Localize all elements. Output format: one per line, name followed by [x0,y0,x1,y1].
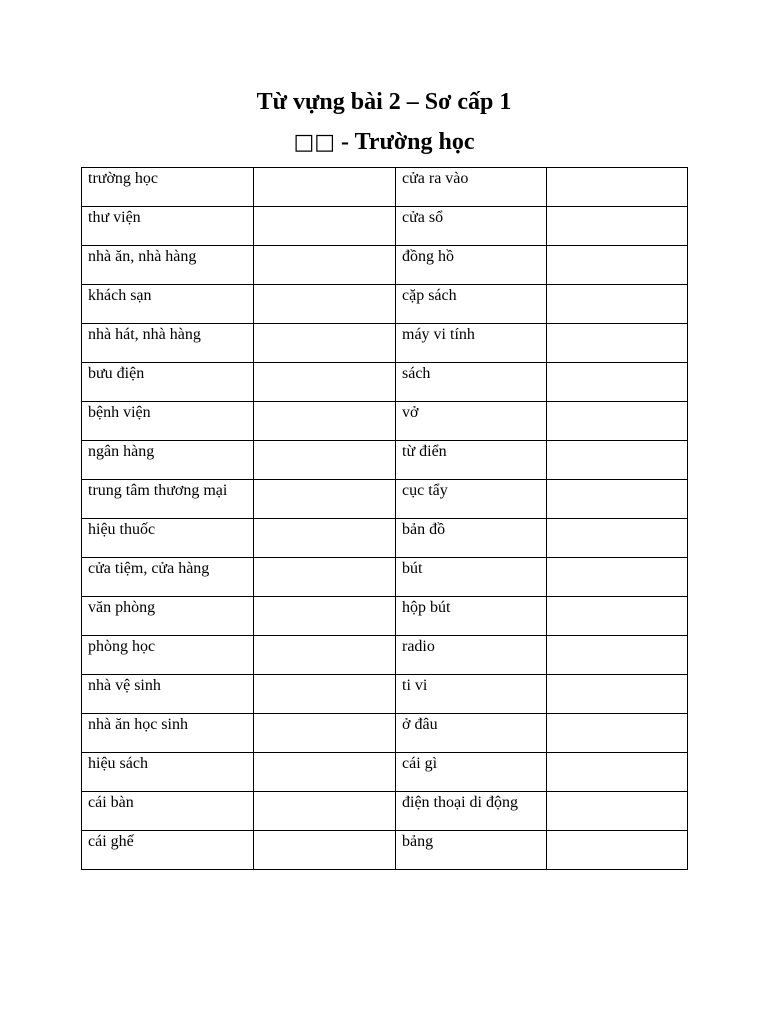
vocab-word: cái gì [402,755,438,772]
answer-cell-left [254,441,396,480]
vocab-word: cửa ra vào [402,170,469,187]
answer-cell-left [254,207,396,246]
vocab-cell-left [82,675,254,714]
answer-cell-left [254,324,396,363]
vocab-word: trung tâm thương mại [88,482,228,499]
vocab-cell-right [396,753,547,792]
vocab-word: cặp sách [402,287,457,304]
vocab-word: trường học [88,170,159,187]
table-row [82,792,688,831]
vocab-word: hộp bút [402,599,451,616]
vocab-word: từ điển [402,443,447,460]
answer-cell-left [254,246,396,285]
vocab-cell-left [82,558,254,597]
vocab-cell-left [82,168,254,207]
table-row [82,597,688,636]
vocab-cell-left [82,792,254,831]
vocab-cell-right [396,168,547,207]
vocab-cell-left [82,714,254,753]
answer-cell-right [547,792,688,831]
table-row [82,207,688,246]
table-row [82,753,688,792]
vocab-cell-right [396,597,547,636]
vocab-word: văn phòng [88,599,156,616]
answer-cell-right [547,714,688,753]
answer-cell-left [254,558,396,597]
answer-cell-left [254,753,396,792]
vocab-word: nhà hát, nhà hàng [88,326,201,343]
answer-cell-right [547,831,688,870]
answer-cell-left [254,714,396,753]
vocab-cell-right [396,831,547,870]
table-row [82,285,688,324]
missing-glyph-boxes: □□ [293,130,336,155]
table-row [82,519,688,558]
vocab-word: cái ghế [88,833,134,850]
vocab-word: máy vi tính [402,326,475,343]
vocab-word: radio [402,638,435,655]
table-row [82,831,688,870]
vocab-cell-left [82,519,254,558]
vocab-word: ở đâu [402,716,438,733]
answer-cell-left [254,831,396,870]
answer-cell-left [254,363,396,402]
answer-cell-left [254,636,396,675]
table-row [82,675,688,714]
vocab-cell-right [396,714,547,753]
page-subtitle [0,128,768,157]
vocab-cell-left [82,285,254,324]
answer-cell-left [254,285,396,324]
table-row [82,324,688,363]
answer-cell-right [547,480,688,519]
answer-cell-right [547,207,688,246]
answer-cell-right [547,402,688,441]
vocab-word: bản đồ [402,521,446,538]
table-row [82,402,688,441]
vocab-word: nhà ăn, nhà hàng [88,248,197,265]
vocab-cell-left [82,246,254,285]
vocab-cell-right [396,675,547,714]
vocab-word: cửa sổ [402,209,444,226]
subtitle-separator: - [335,129,355,155]
table-row [82,558,688,597]
vocab-word: sách [402,365,431,382]
answer-cell-right [547,168,688,207]
vocab-word: ti vi [402,677,428,694]
vocab-cell-right [396,792,547,831]
vocab-word: điện thoại di động [402,794,518,811]
subtitle-text: Trường học [354,129,475,155]
vocab-word: phòng học [88,638,156,655]
vocab-cell-right [396,480,547,519]
vocab-cell-left [82,753,254,792]
vocab-word: bệnh viện [88,404,151,421]
vocab-word: khách sạn [88,287,152,304]
answer-cell-right [547,363,688,402]
table-row [82,714,688,753]
vocab-cell-right [396,363,547,402]
vocab-word: đồng hồ [402,248,454,265]
vocab-cell-left [82,402,254,441]
table-row [82,168,688,207]
vocabulary-table-body [82,168,688,870]
vocab-word: ngân hàng [88,443,155,460]
page-title: Từ vựng bài 2 – Sơ cấp 1 [256,89,512,115]
vocab-cell-left [82,636,254,675]
vocab-word: bưu điện [88,365,145,382]
vocab-cell-right [396,636,547,675]
vocab-word: cục tẩy [402,482,448,499]
vocab-cell-right [396,285,547,324]
answer-cell-right [547,597,688,636]
vocab-cell-right [396,519,547,558]
table-row [82,636,688,675]
answer-cell-right [547,753,688,792]
answer-cell-right [547,636,688,675]
vocab-cell-left [82,441,254,480]
table-row [82,441,688,480]
table-row [82,480,688,519]
vocab-cell-left [82,597,254,636]
vocab-cell-left [82,207,254,246]
answer-cell-right [547,519,688,558]
answer-cell-right [547,285,688,324]
answer-cell-left [254,675,396,714]
answer-cell-left [254,480,396,519]
vocab-word: thư viện [88,209,141,226]
answer-cell-right [547,324,688,363]
vocab-word: hiệu sách [88,755,148,772]
vocab-cell-left [82,363,254,402]
vocab-word: bảng [402,833,434,850]
vocab-word: bút [402,560,423,577]
vocab-cell-right [396,207,547,246]
answer-cell-left [254,597,396,636]
vocab-word: nhà vệ sinh [88,677,161,694]
vocab-cell-left [82,480,254,519]
vocab-cell-left [82,831,254,870]
vocab-word: hiệu thuốc [88,521,156,538]
answer-cell-left [254,519,396,558]
vocab-cell-right [396,558,547,597]
answer-cell-left [254,402,396,441]
vocab-cell-right [396,246,547,285]
table-row [82,363,688,402]
answer-cell-right [547,441,688,480]
vocabulary-table [81,167,688,870]
table-row [82,246,688,285]
answer-cell-left [254,168,396,207]
vocab-word: nhà ăn học sinh [88,716,188,733]
answer-cell-right [547,558,688,597]
vocab-cell-left [82,324,254,363]
vocab-cell-right [396,324,547,363]
answer-cell-right [547,246,688,285]
vocab-cell-right [396,441,547,480]
vocab-word: vở [402,404,419,421]
answer-cell-right [547,675,688,714]
vocab-cell-right [396,402,547,441]
answer-cell-left [254,792,396,831]
vocab-word: cái bàn [88,794,134,811]
vocab-word: cửa tiệm, cửa hàng [88,560,210,577]
